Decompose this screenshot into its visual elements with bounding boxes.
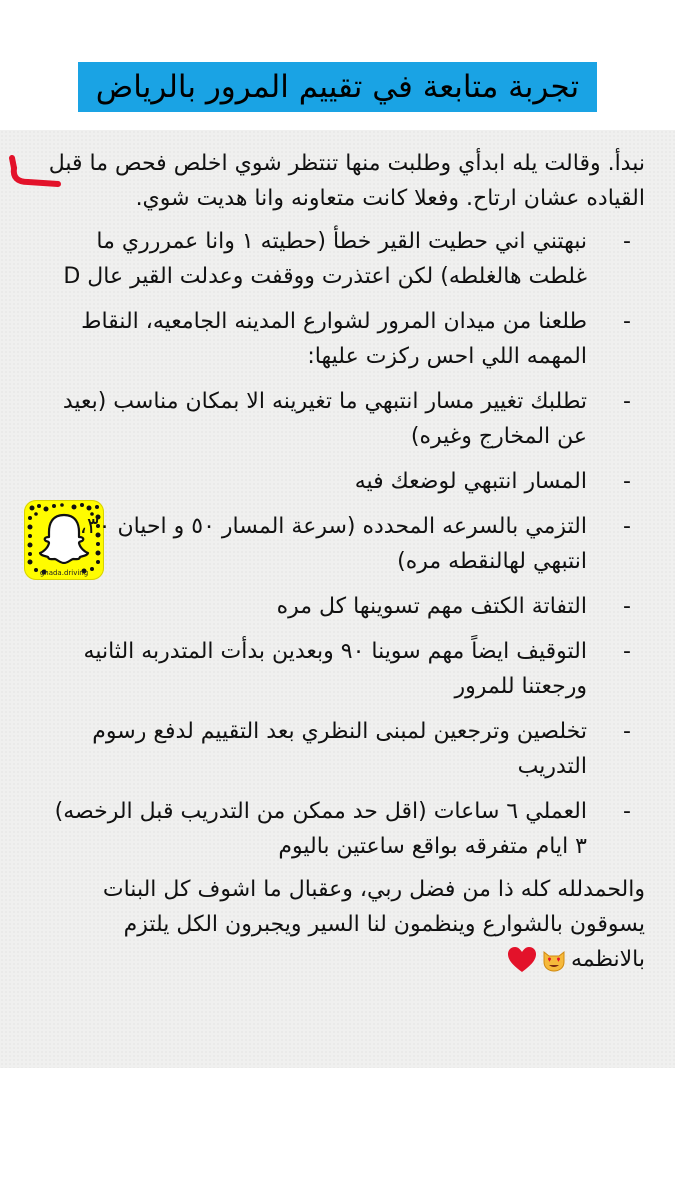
list-item xyxy=(45,794,645,864)
list-item xyxy=(45,509,645,579)
bullet-dash: - xyxy=(623,389,631,414)
list-item-text: نبهتني اني حطيت القير خطأ (حطيته ١ وانا عمررري ما غلطت هالغلطه) لكن اعتذرت ووقفت وعدلت القير عال D xyxy=(63,229,587,289)
list-item-text: العملي ٦ ساعات (اقل حد ممكن من التدريب قبل الرخصه) ٣ ايام متفرقه بواقع ساعتين باليوم xyxy=(54,799,587,859)
list-item-text: التزمي بالسرعه المحدده (سرعة المسار ٥٠ و احيان ٣٠، انتبهي لهالنقطه مره) xyxy=(79,514,587,574)
list-item-text: التوقيف ايضاً مهم سوينا ٩٠ وبعدين بدأت المتدربه الثانيه ورجعتنا للمرور xyxy=(83,639,587,699)
bullet-dash: - xyxy=(623,594,631,619)
smiling-cat-heart-eyes-icon xyxy=(541,948,567,972)
list-item xyxy=(45,634,645,704)
red-heart-icon xyxy=(507,946,537,974)
bullet-dash: - xyxy=(623,514,631,539)
list-item-text: تطلبك تغيير مسار انتبهي ما تغيرينه الا بمكان مناسب (بعيد عن المخارج وغيره) xyxy=(62,389,587,449)
list-item xyxy=(45,464,645,499)
closing-paragraph xyxy=(45,872,645,977)
list-item xyxy=(45,384,645,454)
list-item-text: طلعنا من ميدان المرور لشوارع المدينه الجامعيه، النقاط المهمه اللي احس ركزت عليها: xyxy=(81,309,587,369)
bullet-dash: - xyxy=(623,799,631,824)
title-banner xyxy=(0,62,675,112)
list-item xyxy=(45,304,645,374)
notes-list xyxy=(45,224,645,864)
list-item xyxy=(45,224,645,294)
bullet-dash: - xyxy=(623,229,631,254)
bullet-dash: - xyxy=(623,309,631,334)
bullet-dash: - xyxy=(623,639,631,664)
bullet-dash: - xyxy=(623,719,631,744)
bullet-dash: - xyxy=(623,469,631,494)
intro-paragraph: نبدأ. وقالت يله ابدأي وطلبت منها تنتظر شوي اخلص فحص ما قبل القياده عشان ارتاح. وفعلا كانت متعاونه وانا هديت شوي. xyxy=(48,151,645,211)
list-item xyxy=(45,714,645,784)
list-item-text: التفاتة الكتف مهم تسوينها كل مره xyxy=(276,594,587,619)
snapcode-username: ghada.driving xyxy=(39,569,89,577)
list-item xyxy=(45,589,645,624)
list-item-text: تخلصين وترجعين لمبنى النظري بعد التقييم لدفع رسوم التدريب xyxy=(92,719,587,779)
note-text xyxy=(45,146,645,977)
list-item-text: المسار انتبهي لوضعك فيه xyxy=(354,469,587,494)
page-title: تجربة متابعة في تقييم المرور بالرياض xyxy=(78,62,597,112)
closing-text: والحمدلله كله ذا من فضل ربي، وعقبال ما اشوف كل البنات يسوقون بالشوارع وينظمون لنا السير ويجبرون الكل يلتزم بالانظمه xyxy=(102,877,645,972)
